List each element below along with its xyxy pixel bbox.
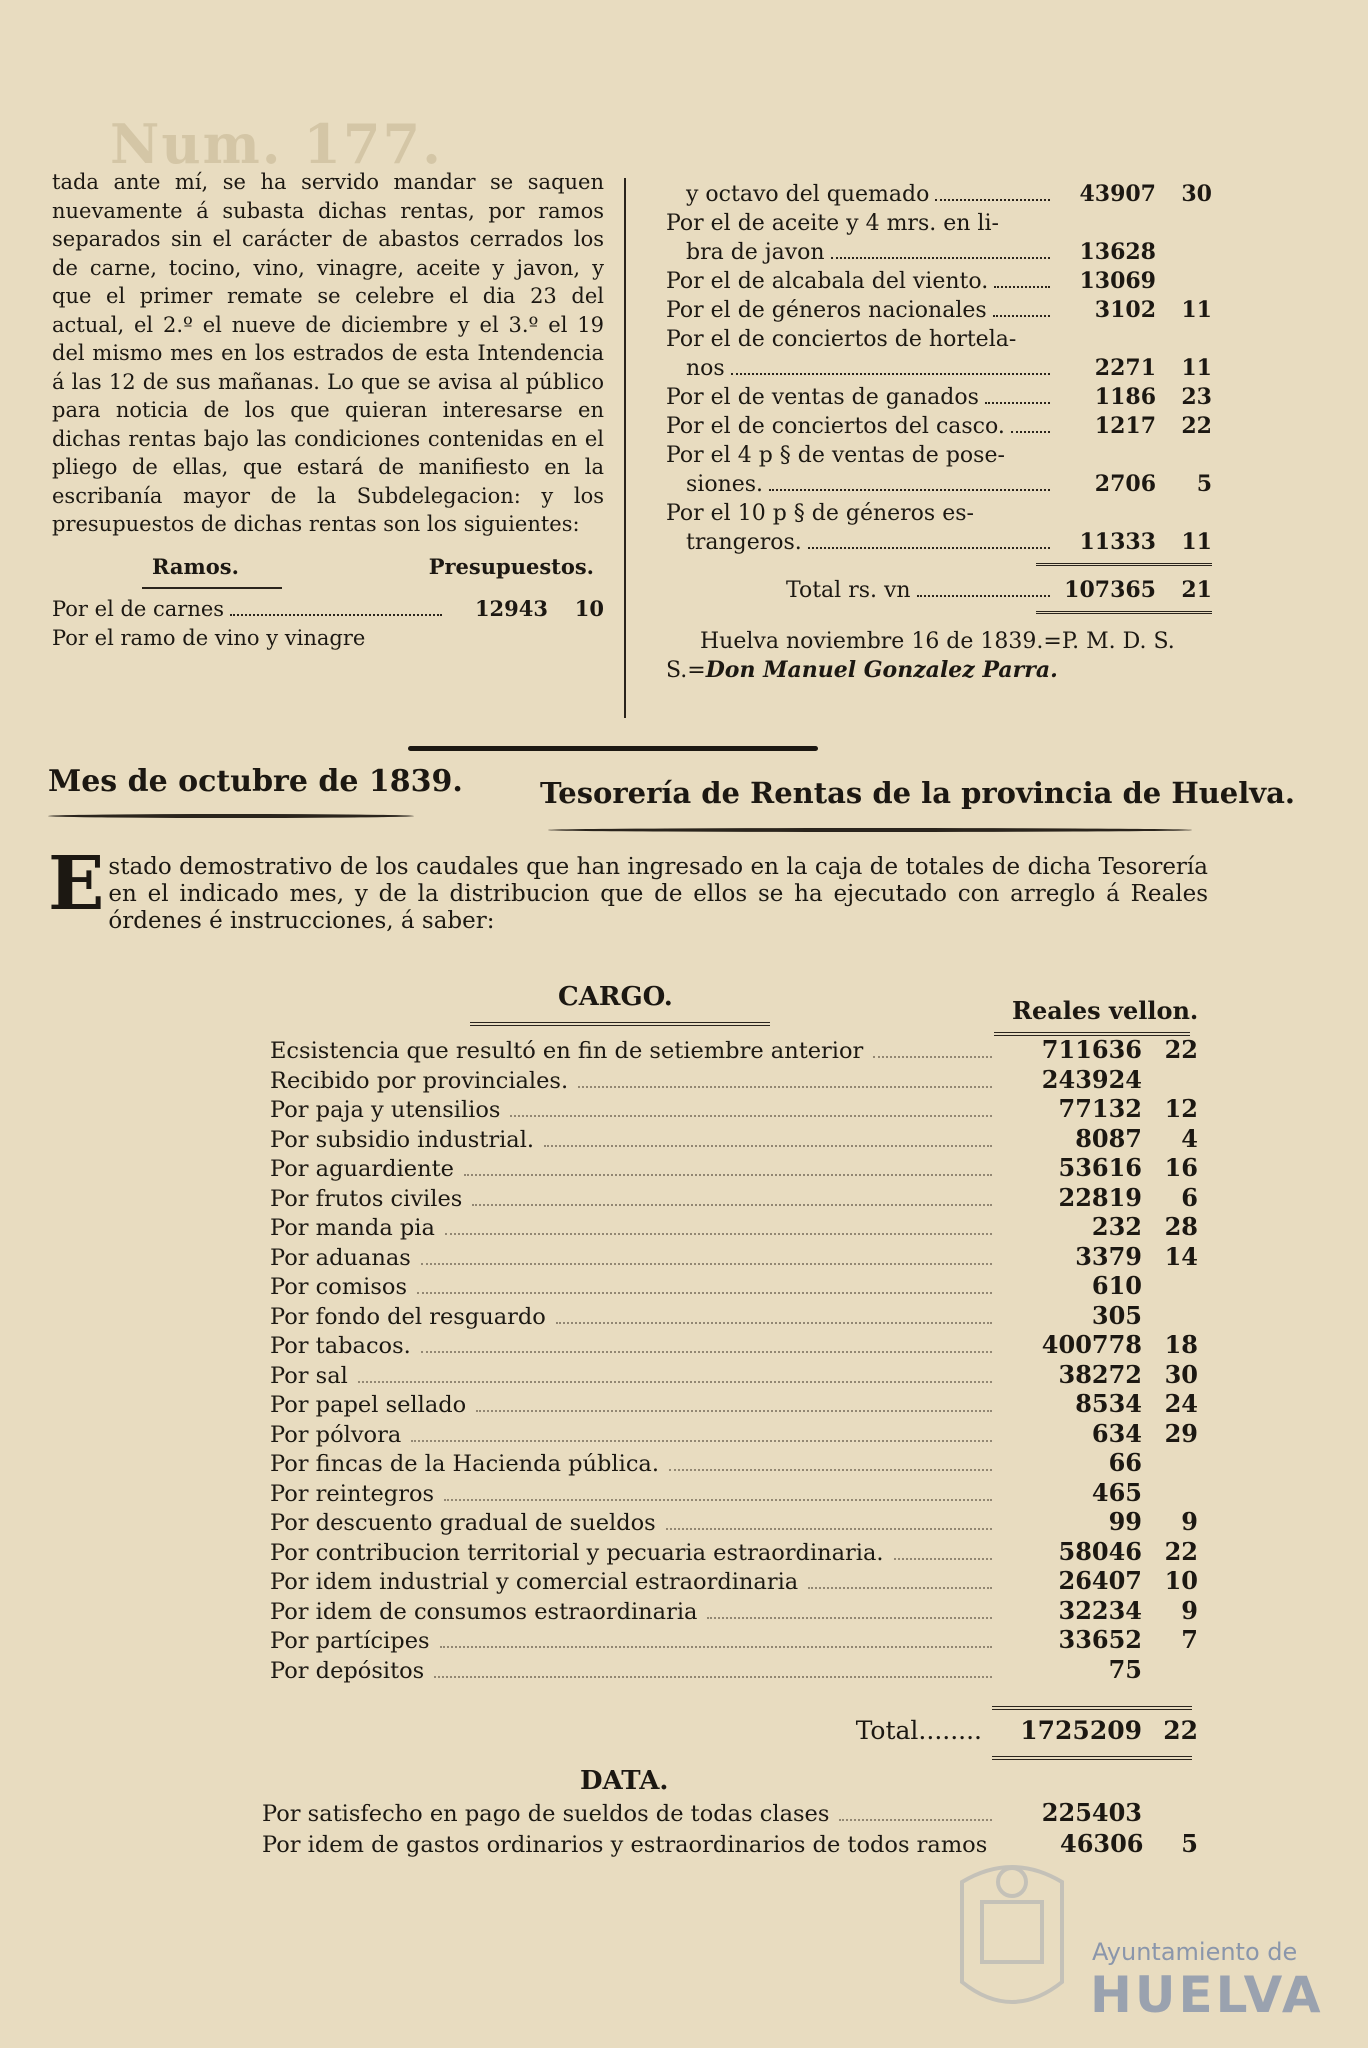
total-rule	[1036, 611, 1212, 618]
row-cents: 30	[1164, 1359, 1198, 1389]
row-cents: 24	[1164, 1389, 1198, 1418]
intro-text: stado demostrativo de los caudales que han ingresado en la caja de totales de dicha Tesorería en el indicado mes, y de la distribucion que de ellos se ha ejecutado con arreglo á Reales órdenes é instrucciones, á saber:	[108, 854, 1208, 934]
signature-block	[666, 628, 1212, 685]
cargo-rows-row	[270, 1154, 1198, 1184]
row-label: Por el de ventas de ganados	[666, 385, 979, 410]
treasury-title-rule	[548, 828, 1192, 832]
leader-dots	[666, 1528, 992, 1530]
row-cents: 22	[1164, 1536, 1198, 1566]
row-value: 3102	[1094, 297, 1156, 323]
budget-total-value: 107365	[1064, 577, 1156, 603]
leader-dots	[444, 1499, 992, 1501]
row-value: 46306	[1060, 1829, 1144, 1858]
row-value: 75	[1108, 1654, 1142, 1684]
row-cents: 4	[1181, 1123, 1198, 1153]
right-column-rows-row	[666, 209, 1212, 238]
left-column-rows-row	[52, 595, 604, 624]
row-label: Por descuento gradual de sueldos	[270, 1510, 656, 1536]
row-label: Por tabacos.	[270, 1333, 411, 1359]
budget-total-label: Total rs. vn	[786, 578, 911, 603]
right-column-rows-row	[666, 325, 1212, 354]
row-label: Por fincas de la Hacienda pública.	[270, 1451, 659, 1477]
row-cents: 22	[1164, 1035, 1198, 1064]
leader-dots	[669, 1469, 992, 1471]
signature-text: Huelva noviembre 16 de 1839.=P. M. D. S. S.=	[666, 629, 1175, 683]
row-label: Por partícipes	[270, 1628, 430, 1654]
leader-dots	[472, 1204, 992, 1206]
row-value: 1217	[1094, 413, 1156, 439]
row-label: Por satisfecho en pago de sueldos de todas clases	[262, 1801, 830, 1827]
cargo-total-rule-top	[992, 1706, 1192, 1714]
row-cents: 14	[1164, 1241, 1198, 1271]
leader-dots	[769, 489, 1050, 491]
row-value: 8087	[1075, 1123, 1142, 1153]
cargo-rows-row	[270, 1272, 1198, 1302]
ramos-column-header: Ramos.	[152, 553, 239, 579]
cargo-rows-row	[270, 1656, 1198, 1686]
leader-dots	[917, 595, 1050, 597]
row-label: Por el de conciertos del casco.	[666, 414, 1005, 439]
row-label: Por pólvora	[270, 1421, 402, 1448]
row-value: 13069	[1079, 268, 1156, 294]
row-label: y octavo del quemado	[686, 182, 930, 207]
cargo-rows-row	[270, 1567, 1198, 1597]
row-value: 53616	[1058, 1153, 1142, 1182]
leader-dots	[578, 1086, 992, 1088]
row-value: 22819	[1058, 1182, 1142, 1212]
cargo-rows-row	[270, 1213, 1198, 1243]
row-value: 243924	[1041, 1064, 1142, 1094]
row-value: 2706	[1094, 471, 1156, 497]
row-cents: 11	[1181, 355, 1212, 381]
right-column-rows-row	[666, 296, 1212, 325]
section-separator	[408, 746, 818, 751]
cargo-total-value: 1725209	[1020, 1716, 1142, 1745]
row-label: Por el ramo de vino y vinagre	[52, 625, 366, 650]
watermark-line2: HUELVA	[1090, 1966, 1324, 2024]
row-cents: 5	[1196, 471, 1212, 497]
cargo-title-rule	[470, 1022, 770, 1030]
row-label: bra de javon	[686, 240, 825, 265]
row-label: Por depósitos	[270, 1657, 425, 1684]
cargo-title: CARGO.	[558, 982, 673, 1012]
row-label: Por idem industrial y comercial estraordinaria	[270, 1569, 799, 1595]
right-column-rows-row	[666, 238, 1212, 267]
row-label: Por papel sellado	[270, 1392, 467, 1418]
row-label: trangeros.	[686, 530, 802, 555]
right-column-rows-row	[666, 354, 1212, 383]
cargo-rows-row	[270, 1036, 1198, 1066]
leader-dots	[421, 1263, 992, 1265]
row-label: Por sal	[270, 1362, 348, 1389]
right-column-rows-row	[666, 470, 1212, 499]
cargo-rows-row	[270, 1125, 1198, 1155]
row-label: Por el de conciertos de hortela-	[666, 327, 1017, 352]
cargo-rows-row	[270, 1597, 1198, 1627]
right-column-rows-row	[666, 441, 1212, 470]
row-cents: 29	[1164, 1418, 1198, 1448]
leader-dots	[994, 286, 1050, 288]
row-cents: 7	[1181, 1625, 1198, 1654]
row-cents: 9	[1181, 1507, 1198, 1536]
treasury-title: Tesorería de Rentas de la provincia de Huelva.	[540, 776, 1296, 810]
intro-paragraph	[48, 841, 1208, 935]
row-value: 225403	[1041, 1798, 1142, 1827]
cargo-total-label: Total........	[855, 1716, 982, 1745]
leader-dots	[434, 1676, 992, 1678]
leader-dots	[417, 1292, 992, 1294]
leader-dots	[808, 547, 1050, 549]
page-header: Num. 177.	[110, 112, 443, 176]
row-label: Por manda pia	[270, 1215, 435, 1241]
row-value: 32234	[1058, 1595, 1142, 1625]
row-cents: 11	[1181, 529, 1212, 555]
right-column-rows-row	[666, 180, 1212, 209]
budget-total-row	[666, 576, 1212, 605]
row-cents: 12	[1164, 1094, 1198, 1123]
row-label: Por reintegros	[270, 1480, 435, 1507]
leader-dots	[1011, 431, 1050, 433]
leader-dots	[411, 1440, 992, 1442]
row-cents: 9	[1181, 1595, 1198, 1625]
row-value: 58046	[1058, 1536, 1142, 1566]
right-column-rows-row	[666, 267, 1212, 296]
row-value: 99	[1108, 1507, 1142, 1536]
row-value: 13628	[1079, 239, 1156, 265]
right-column-rows-row	[666, 412, 1212, 441]
cargo-rows-row	[270, 1361, 1198, 1391]
month-title-rule	[48, 814, 414, 818]
row-value: 77132	[1058, 1094, 1142, 1123]
row-label: Por paja y utensilios	[270, 1097, 501, 1123]
right-column-rows-row	[666, 383, 1212, 412]
row-value: 232	[1091, 1212, 1142, 1241]
row-cents: 23	[1181, 384, 1212, 410]
cargo-rows-row	[270, 1538, 1198, 1568]
row-label: Ecsistencia que resultó en fin de setiembre anterior	[270, 1038, 864, 1064]
row-value: 711636	[1041, 1035, 1142, 1064]
row-value: 38272	[1058, 1359, 1142, 1389]
leader-dots	[831, 257, 1050, 259]
cargo-rows-row	[270, 1479, 1198, 1509]
row-label: Por comisos	[270, 1274, 407, 1300]
cargo-rows-row	[270, 1420, 1198, 1450]
row-label: Por frutos civiles	[270, 1185, 463, 1212]
leader-dots	[421, 1351, 992, 1353]
row-label: Por idem de gastos ordinarios y estraordinarios de todos ramos	[262, 1832, 988, 1858]
row-value: 2271	[1094, 355, 1156, 381]
row-value: 33652	[1058, 1625, 1142, 1654]
signature-name: Don Manuel Gonzalez Parra.	[705, 657, 1058, 683]
leader-dots	[894, 1558, 992, 1560]
right-budget-rows	[666, 180, 1212, 557]
row-cents: 11	[1181, 297, 1212, 323]
row-value: 400778	[1041, 1330, 1142, 1359]
leader-dots	[556, 1322, 992, 1324]
left-budget-rows	[52, 595, 604, 652]
row-label: Por el de carnes	[52, 597, 225, 621]
row-value: 610	[1091, 1271, 1142, 1300]
row-label: Por aduanas	[270, 1244, 411, 1271]
row-value: 12943	[474, 596, 548, 621]
cargo-rows-row	[270, 1508, 1198, 1538]
leader-dots	[510, 1115, 992, 1117]
header-rule	[142, 587, 282, 589]
drop-cap: E	[48, 841, 105, 927]
row-value: 66	[1108, 1448, 1142, 1477]
row-value: 43907	[1079, 181, 1156, 207]
left-column	[52, 168, 604, 652]
row-cents: 5	[1181, 1829, 1198, 1858]
row-value: 465	[1091, 1477, 1142, 1507]
leader-dots	[707, 1617, 992, 1619]
cargo-total-rule-bottom	[992, 1756, 1192, 1764]
row-label: Por fondo del resguardo	[270, 1303, 546, 1330]
row-value: 3379	[1075, 1241, 1142, 1271]
right-column-rows-row	[666, 499, 1212, 528]
currency-header: Reales vellon.	[1012, 996, 1199, 1025]
leader-dots	[358, 1381, 992, 1383]
leader-dots	[839, 1819, 992, 1821]
cargo-total-row	[700, 1716, 1198, 1745]
row-cents: 6	[1181, 1182, 1198, 1212]
row-label: Por contribucion territorial y pecuaria estraordinaria.	[270, 1539, 884, 1566]
leader-dots	[445, 1233, 992, 1235]
leader-dots	[731, 373, 1050, 375]
right-column	[666, 180, 1212, 685]
row-cents: 16	[1164, 1153, 1198, 1182]
cargo-rows-row	[270, 1302, 1198, 1332]
budget-table-header	[52, 553, 604, 582]
data-rows-row	[262, 1798, 1198, 1829]
leader-dots	[808, 1587, 992, 1589]
row-label: Por el de aceite y 4 mrs. en li-	[666, 211, 999, 236]
left-paragraph: tada ante mí, se ha servido mandar se saquen nuevamente á subasta dichas rentas, por ramos separados sin el carácter de abastos cerrados los de carne, tocino, vino, vinagre, aceite y javon, y que el primer remate se celebre el dia 23 del actual, el 2.º el nueve de diciembre y el 3.º el 19 del mismo mes en los estrados de esta Intendencia á las 12 de sus mañanas. Lo que se avisa al público para noticia de los que quieran interesarse en dichas rentas bajo las condiciones contenidas en el pliego de ellas, que estará de manifiesto en la escribanía mayor de la Subdelegacion: y los presupuestos de dichas rentas son los siguientes:	[52, 170, 604, 536]
leader-dots	[464, 1174, 992, 1176]
cargo-rows-row	[270, 1331, 1198, 1361]
row-label: Por el de géneros nacionales	[666, 298, 987, 323]
row-cents: 10	[1164, 1566, 1198, 1595]
cargo-rows-row	[270, 1626, 1198, 1656]
row-cents: 10	[574, 596, 604, 621]
cargo-rows-row	[270, 1243, 1198, 1273]
budget-total-cents: 21	[1181, 577, 1212, 603]
subtotal-rule	[1036, 563, 1212, 570]
row-cents: 18	[1164, 1330, 1198, 1359]
cargo-rows-row	[270, 1449, 1198, 1479]
leader-dots	[993, 315, 1050, 317]
row-value: 1186	[1094, 384, 1156, 410]
row-label: Recibido por provinciales.	[270, 1067, 569, 1094]
left-column-rows-row	[52, 624, 604, 653]
row-label: Por aguardiente	[270, 1156, 454, 1182]
watermark-line1: Ayuntamiento de	[1092, 1938, 1298, 1966]
row-cents: 30	[1181, 181, 1212, 207]
cargo-rows-row	[270, 1095, 1198, 1125]
cargo-rows-row	[270, 1066, 1198, 1096]
presupuestos-column-header: Presupuestos.	[428, 553, 594, 579]
row-label: Por el 4 p § de ventas de pose-	[666, 443, 1005, 468]
row-value: 8534	[1075, 1389, 1142, 1418]
row-value: 11333	[1079, 529, 1156, 555]
row-label: Por subsidio industrial.	[270, 1126, 535, 1153]
cargo-total-cents: 22	[1163, 1716, 1198, 1745]
row-label: Por el 10 p § de géneros es-	[666, 501, 974, 526]
row-cents: 22	[1181, 413, 1212, 439]
row-value: 634	[1091, 1418, 1142, 1448]
leader-dots	[873, 1056, 992, 1058]
row-label: Por idem de consumos estraordinaria	[270, 1598, 698, 1625]
leader-dots	[440, 1646, 992, 1648]
column-divider	[624, 178, 626, 718]
month-title: Mes de octubre de 1839.	[48, 764, 463, 799]
leader-dots	[985, 402, 1050, 404]
row-label: Por el de alcabala del viento.	[666, 269, 989, 294]
leader-dots	[230, 614, 442, 616]
data-title: DATA.	[580, 1766, 669, 1796]
row-value: 305	[1091, 1300, 1142, 1330]
leader-dots	[476, 1410, 992, 1412]
cargo-rows-row	[270, 1390, 1198, 1420]
row-value: 26407	[1058, 1566, 1142, 1595]
leader-dots	[544, 1145, 992, 1147]
row-cents: 28	[1164, 1212, 1198, 1241]
row-label: siones.	[686, 472, 764, 497]
row-label: nos	[686, 356, 725, 381]
cargo-list	[270, 1036, 1198, 1685]
leader-dots	[935, 199, 1050, 201]
cargo-rows-row	[270, 1184, 1198, 1214]
right-column-rows-row	[666, 528, 1212, 557]
